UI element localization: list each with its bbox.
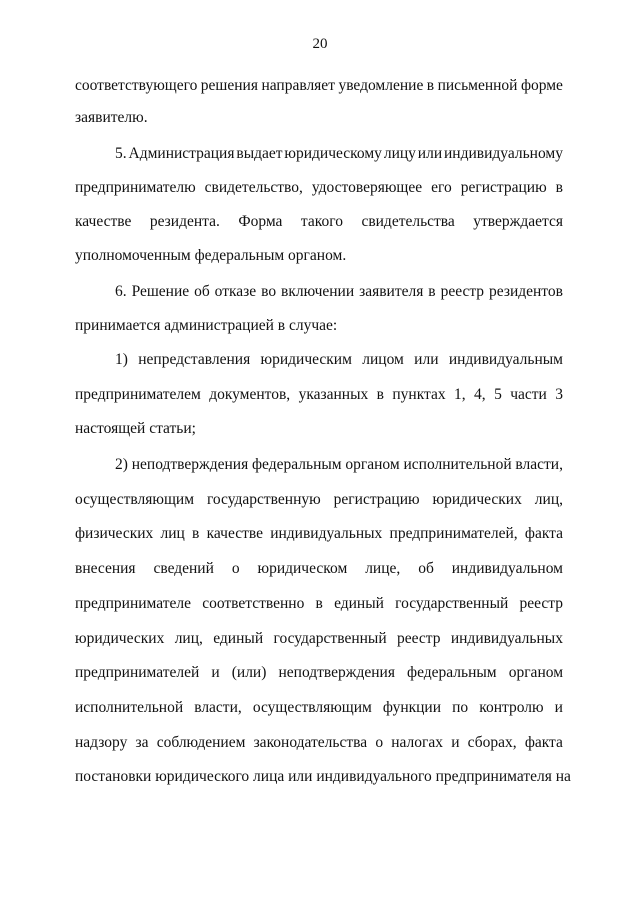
word: в xyxy=(315,595,323,612)
word: неподтверждения xyxy=(131,456,249,473)
word: свидетельства xyxy=(361,213,455,230)
word: по xyxy=(452,699,469,716)
word: 6. xyxy=(115,283,127,300)
word: предпринимателей xyxy=(75,664,200,681)
word: об xyxy=(194,283,210,300)
word: в xyxy=(426,77,435,94)
word: лице, xyxy=(365,560,401,577)
word: предпринимателем xyxy=(75,386,201,403)
word: Решение xyxy=(131,283,190,300)
text-line xyxy=(75,212,563,232)
word: и xyxy=(451,734,460,751)
text-line xyxy=(75,733,563,753)
word: лиц, xyxy=(534,491,563,508)
word: органом xyxy=(508,664,563,681)
word: контролю xyxy=(479,699,544,716)
text-line: настоящей статьи; xyxy=(75,420,196,437)
word: непредставления xyxy=(138,351,251,368)
text-line xyxy=(75,663,563,683)
page-number: 20 xyxy=(312,36,328,52)
word: во xyxy=(261,283,277,300)
word: свидетельство, xyxy=(204,179,303,196)
word: 5 xyxy=(494,386,502,403)
word: пунктах xyxy=(392,386,446,403)
word: индивидуальных xyxy=(450,630,563,647)
word: власти, xyxy=(515,456,563,473)
text-line: постановки юридического лица или индивидуального предпринимателя на xyxy=(75,768,571,785)
word: сборах, xyxy=(467,734,517,751)
word: предпринимателе xyxy=(75,595,191,612)
word: Форма xyxy=(238,213,283,230)
word: резидентов xyxy=(489,283,563,300)
word: лиц, xyxy=(174,630,203,647)
word: юридическом xyxy=(257,560,348,577)
word: предпринимателю xyxy=(75,179,196,196)
text-line xyxy=(115,144,563,164)
word: 1) xyxy=(115,351,128,368)
text-line xyxy=(75,524,563,544)
word: факта xyxy=(524,525,563,542)
word: законодательства xyxy=(253,734,368,751)
word: реестр xyxy=(440,283,485,300)
text-line xyxy=(75,594,563,614)
word: предпринимателей, xyxy=(389,525,518,542)
text-line xyxy=(75,76,563,96)
word: соответственно xyxy=(202,595,305,612)
word: направляет xyxy=(261,77,335,94)
word: и xyxy=(554,699,563,716)
word: юридических xyxy=(432,491,522,508)
word: лицом xyxy=(362,351,404,368)
word: в xyxy=(428,283,436,300)
word: сведений xyxy=(153,560,214,577)
word: регистрацию xyxy=(333,491,420,508)
word: документов, xyxy=(209,386,291,403)
word: исполнительной xyxy=(75,699,184,716)
word: юридическому xyxy=(284,145,382,162)
word: осуществляющим xyxy=(252,699,372,716)
word: о xyxy=(231,560,240,577)
word: 5. xyxy=(115,145,127,162)
word: юридическим xyxy=(260,351,352,368)
word: регистрацию xyxy=(460,179,547,196)
word: единый xyxy=(334,595,384,612)
word: такого xyxy=(300,213,343,230)
word: реестр xyxy=(396,630,441,647)
word: отказе xyxy=(214,283,257,300)
text-line: принимается администрацией в случае: xyxy=(75,317,338,334)
word: факта xyxy=(524,734,563,751)
word: надзору xyxy=(75,734,128,751)
text-line xyxy=(75,178,563,198)
word: форме xyxy=(520,77,563,94)
word: внесения xyxy=(75,560,136,577)
word: части xyxy=(510,386,547,403)
word: в xyxy=(555,179,563,196)
word: или xyxy=(417,145,443,162)
word: включении xyxy=(281,283,355,300)
word: государственную xyxy=(206,491,321,508)
word: государственный xyxy=(273,630,387,647)
word: в xyxy=(376,386,384,403)
word: государственный xyxy=(395,595,509,612)
word: функции xyxy=(382,699,442,716)
word: его xyxy=(431,179,452,196)
word: соблюдением xyxy=(156,734,246,751)
word: утверждается xyxy=(473,213,563,230)
text-line xyxy=(75,629,563,649)
word: 4, xyxy=(474,386,486,403)
word: налогах xyxy=(391,734,444,751)
word: реестр xyxy=(519,595,563,612)
word: индивидуальным xyxy=(448,351,563,368)
word: юридических xyxy=(75,630,165,647)
word: (или) xyxy=(231,664,267,681)
text-line xyxy=(75,385,563,405)
text-line: заявителю. xyxy=(75,109,148,126)
word: индивидуальном xyxy=(451,560,563,577)
word: об xyxy=(418,560,434,577)
word: федеральным xyxy=(252,456,342,473)
word: решения xyxy=(200,77,258,94)
word: удостоверяющее xyxy=(311,179,423,196)
word: органом xyxy=(345,456,400,473)
word: резидента. xyxy=(149,213,220,230)
word: или xyxy=(414,351,439,368)
word: выдает xyxy=(236,145,283,162)
word: 3 xyxy=(555,386,563,403)
word: индивидуальному xyxy=(444,145,563,162)
text-line xyxy=(115,455,563,475)
word: лиц xyxy=(160,525,185,542)
text-line xyxy=(75,559,563,579)
text-line xyxy=(115,282,563,302)
text-line xyxy=(75,490,563,510)
word: уведомление xyxy=(338,77,424,94)
word: в xyxy=(192,525,200,542)
word: 1, xyxy=(454,386,466,403)
word: федеральным xyxy=(407,664,497,681)
word: лицу xyxy=(383,145,416,162)
word: неподтверждения xyxy=(278,664,395,681)
text-line xyxy=(115,350,563,370)
word: осуществляющим xyxy=(75,491,195,508)
word: письменной xyxy=(437,77,518,94)
word: о xyxy=(375,734,384,751)
text-line xyxy=(75,698,563,718)
word: заявителя xyxy=(359,283,424,300)
word: за xyxy=(135,734,149,751)
word: 2) xyxy=(115,456,128,473)
word: индивидуальных xyxy=(270,525,383,542)
word: власти, xyxy=(194,699,242,716)
word: и xyxy=(211,664,220,681)
word: исполнительной xyxy=(403,456,512,473)
word: качестве xyxy=(206,525,263,542)
word: соответствующего xyxy=(75,77,198,94)
word: Администрация xyxy=(128,145,235,162)
text-line: уполномоченным федеральным органом. xyxy=(75,247,347,264)
word: единый xyxy=(213,630,264,647)
word: качестве xyxy=(75,213,132,230)
word: физических xyxy=(75,525,154,542)
word: указанных xyxy=(298,386,369,403)
